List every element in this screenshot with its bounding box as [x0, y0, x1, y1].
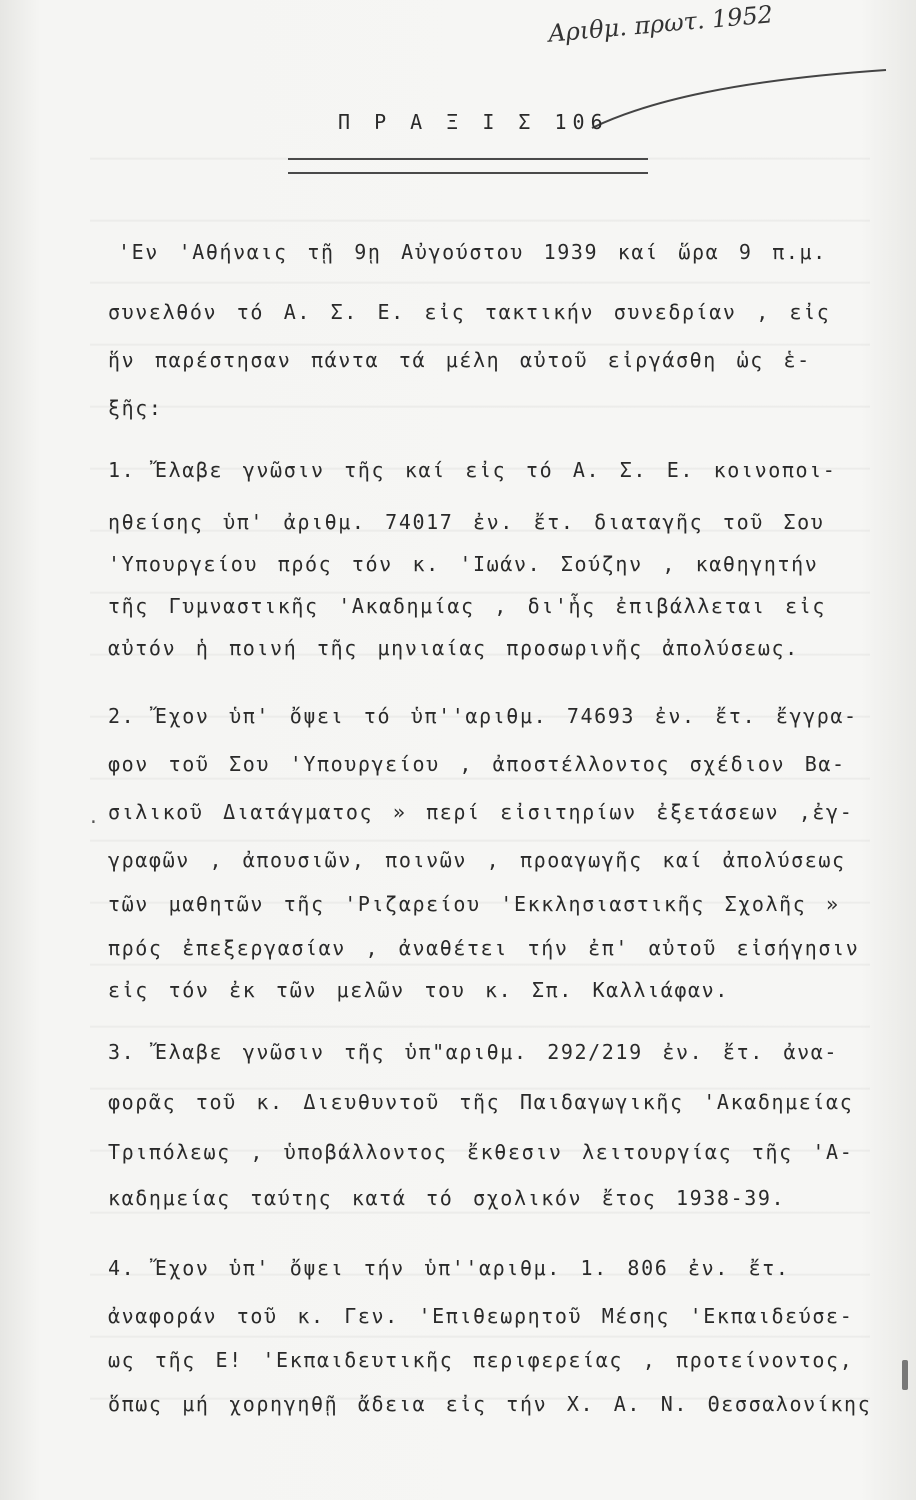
title-double-underline	[288, 158, 648, 174]
item-line: τῆς Γυμναστικῆς 'Ακαδημίας , δι'ἧς ἐπιβάλλεται εἰς	[108, 594, 827, 618]
edge-smudge	[902, 1360, 908, 1390]
item-line: σιλικοῦ Διατάγματος » περί εἰσιτηρίων ἐξετάσεων ,ἐγ-	[108, 800, 854, 824]
item-line: ὅπως μή χορηγηθῇ ἄδεια εἰς τήν Χ. Α. Ν. Θεσσαλονίκης	[108, 1392, 872, 1416]
item-line: 'Υπουργείου πρός τόν κ. 'Ιωάν. Σούζην , καθηγητήν	[108, 552, 819, 576]
item-line: 2. Ἔχον ὑπ' ὄψει τό ὑπ''αριθμ. 74693 ἐν. ἔτ. ἔγγρα-	[108, 704, 858, 728]
intro-line: 'Εν 'Αθήναις τῇ 9ῃ Αὐγούστου 1939 καί ὥρα 9 π.μ.	[118, 240, 827, 264]
item-line: 4. Ἔχον ὑπ' ὄψει τήν ὑπ''αριθμ. 1. 806 ἐν. ἔτ.	[108, 1256, 790, 1280]
intro-line: ξῆς:	[108, 396, 163, 420]
page-title: Π Ρ Α Ξ Ι Σ 106	[338, 110, 609, 134]
margin-dot: ·	[88, 812, 99, 833]
handwritten-annotation: Αριθμ. πρωτ. 1952	[547, 0, 775, 48]
item-line: ἀναφοράν τοῦ κ. Γεν. 'Επιθεωρητοῦ Μέσης 'Εκπαιδεύσε-	[108, 1304, 854, 1328]
item-line: ως τῆς Ε! 'Εκπαιδευτικῆς περιφερείας , προτείνοντος,	[108, 1348, 854, 1372]
item-line: γραφῶν , ἀπουσιῶν, ποινῶν , προαγωγῆς καί ἀπολύσεως	[108, 848, 846, 872]
item-line: ηθείσης ὑπ' ἀριθμ. 74017 ἐν. ἔτ. διαταγῆς τοῦ Σου	[108, 510, 825, 534]
intro-line: συνελθόν τό Α. Σ. Ε. εἰς τακτικήν συνεδρίαν , εἰς	[108, 300, 831, 324]
item-line: πρός ἐπεξεργασίαν , ἀναθέτει τήν ἐπ' αὐτοῦ εἰσήγησιν	[108, 936, 860, 960]
handwritten-underline	[590, 40, 890, 140]
intro-line: ἥν παρέστησαν πάντα τά μέλη αὐτοῦ εἰργάσθη ὡς ἑ-	[108, 348, 811, 372]
item-line: καδημείας ταύτης κατά τό σχολικόν ἔτος 1938-39.	[108, 1186, 786, 1210]
item-line: εἰς τόν ἐκ τῶν μελῶν του κ. Σπ. Καλλιάφαν.	[108, 978, 729, 1002]
item-line: 3. Ἔλαβε γνῶσιν τῆς ὑπ"αριθμ. 292/219 ἐν. ἔτ. ἀνα-	[108, 1040, 839, 1064]
item-line: Τριπόλεως , ὑποβάλλοντος ἔκθεσιν λειτουργίας τῆς 'Α-	[108, 1140, 854, 1164]
item-line: 1. Ἔλαβε γνῶσιν τῆς καί εἰς τό Α. Σ. Ε. κοινοποι-	[108, 458, 837, 482]
item-line: αὐτόν ἡ ποινή τῆς μηνιαίας προσωρινῆς ἀπολύσεως.	[108, 636, 799, 660]
item-line: φον τοῦ Σου 'Υπουργείου , ἀποστέλλοντος σχέδιον Βα-	[108, 752, 846, 776]
item-line: τῶν μαθητῶν τῆς 'Ριζαρείου 'Εκκλησιαστικῆς Σχολῆς »	[108, 892, 840, 916]
item-line: φορᾶς τοῦ κ. Διευθυντοῦ τῆς Παιδαγωγικῆς 'Ακαδημείας	[108, 1090, 854, 1114]
